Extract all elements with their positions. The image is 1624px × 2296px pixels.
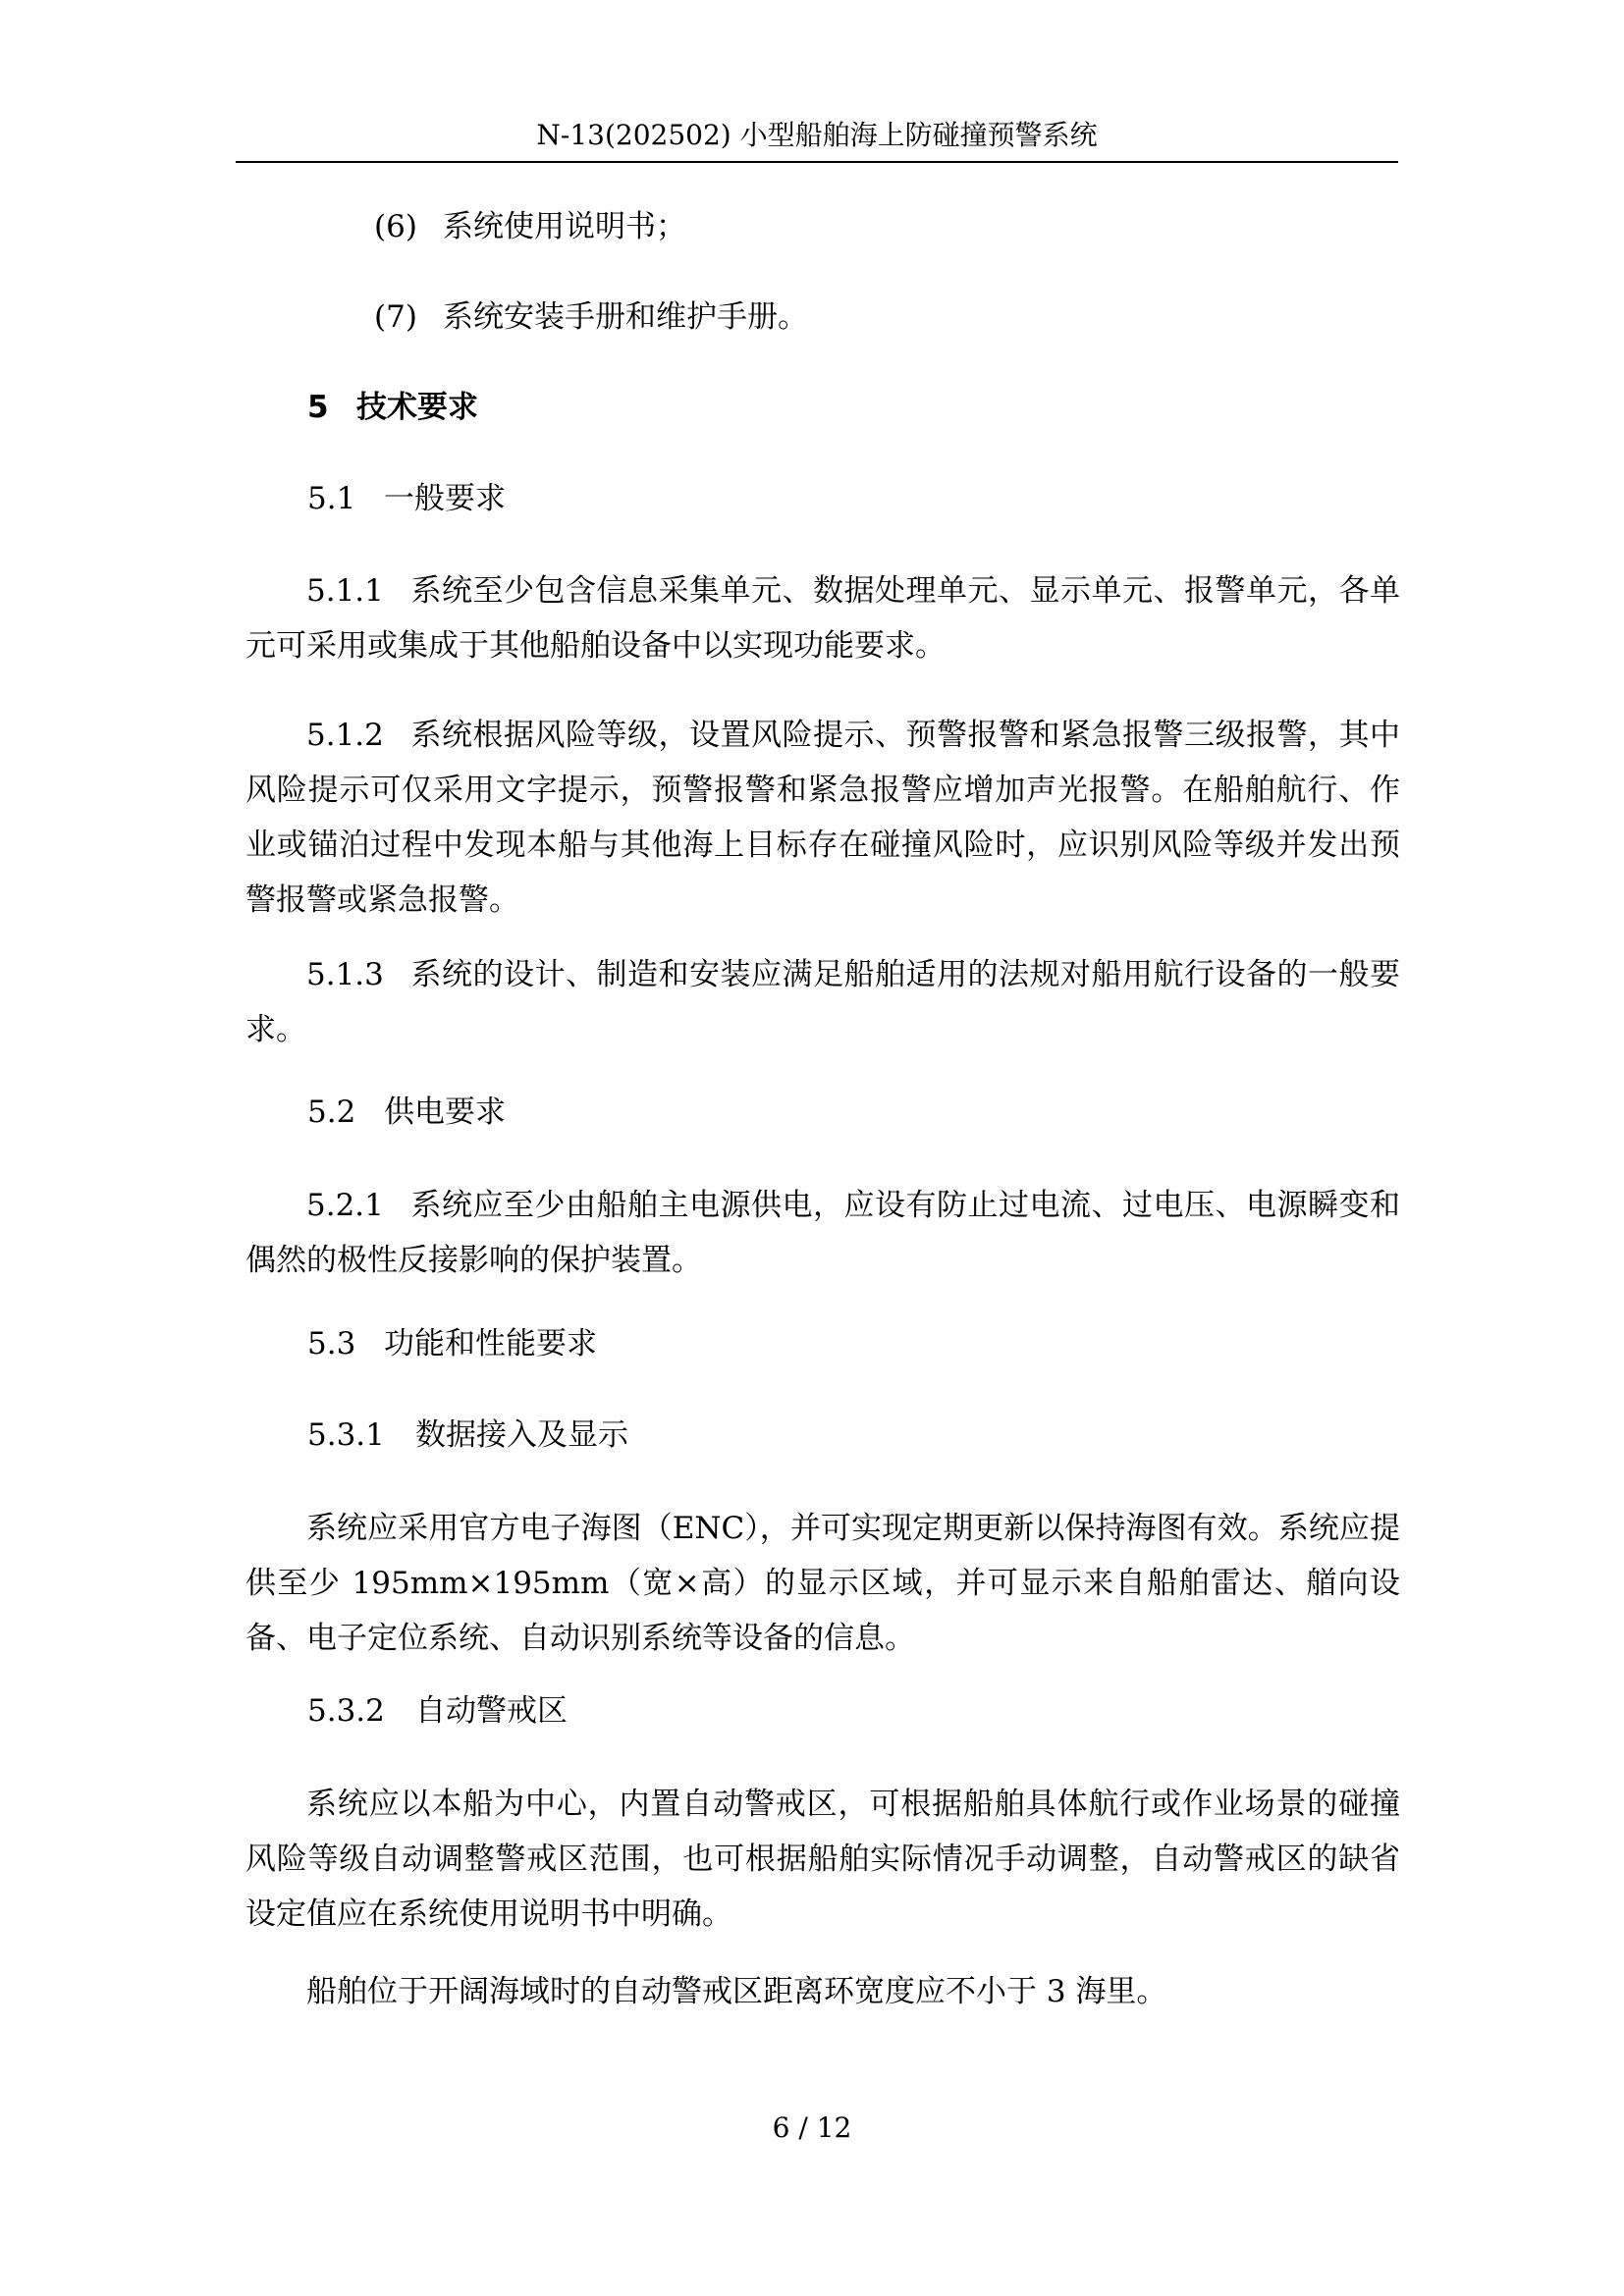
clause-number: 5.1.2 <box>306 718 384 753</box>
subsubsection-number: 5.3.1 <box>307 1417 385 1453</box>
list-item <box>374 293 808 342</box>
paragraph: 系统应采用官方电子海图（ENC），并可实现定期更新以保持海图有效。系统应提供至少 195mm×195mm（宽×高）的显示区域，并可显示来自船舶雷达、艏向设备、电子定位系统、自动识别系统等设备的信息。 <box>245 1511 1400 1656</box>
clause-number: 5.1.3 <box>306 957 384 992</box>
subsubsection-number: 5.3.2 <box>307 1693 385 1729</box>
subsection-number: 5.1 <box>307 481 356 516</box>
clause-text: 系统应至少由船舶主电源供电，应设有防止过电流、过电压、电源瞬变和偶然的极性反接影响的保护装置。 <box>245 1188 1400 1278</box>
section-heading <box>307 383 478 432</box>
list-item <box>374 202 686 251</box>
header-rule <box>236 161 1398 163</box>
clause-5-2-1 <box>245 1178 1400 1288</box>
clause-5-1-3 <box>245 947 1400 1057</box>
section-number: 5 <box>307 390 329 425</box>
list-item-text: 系统安装手册和维护手册。 <box>443 299 808 335</box>
page-header: N-13(202502) 小型船舶海上防碰撞预警系统 <box>536 119 1098 151</box>
subsubsection-heading <box>307 1411 628 1460</box>
subsection-number: 5.2 <box>307 1095 356 1130</box>
subsection-title: 供电要求 <box>384 1095 506 1130</box>
subsection-number: 5.3 <box>307 1326 356 1362</box>
clause-number: 5.1.1 <box>306 573 384 609</box>
subsection-title: 一般要求 <box>384 481 506 516</box>
clause-5-1-1 <box>245 563 1400 673</box>
subsubsection-title: 自动警戒区 <box>415 1693 568 1729</box>
list-item-num: (7) <box>374 299 417 335</box>
clause-text: 系统根据风险等级，设置风险提示、预警报警和紧急报警三级报警，其中风险提示可仅采用文字提示，预警报警和紧急报警应增加声光报警。在船舶航行、作业或锚泊过程中发现本船与其他海上目标存在碰撞风险时，应识别风险等级并发出预警报警或紧急报警。 <box>245 718 1400 918</box>
subsection-heading <box>307 1319 597 1368</box>
clause-number: 5.2.1 <box>306 1188 384 1223</box>
section-title: 技术要求 <box>356 390 478 425</box>
list-item-text: 系统使用说明书； <box>443 209 686 244</box>
clause-text: 系统至少包含信息采集单元、数据处理单元、显示单元、报警单元，各单元可采用或集成于其他船舶设备中以实现功能要求。 <box>245 573 1400 664</box>
page-number: 6 / 12 <box>772 2111 852 2144</box>
subsection-heading <box>307 474 506 523</box>
clause-5-1-2 <box>245 708 1400 928</box>
paragraph: 船舶位于开阔海域时的自动警戒区距离环宽度应不小于 3 海里。 <box>306 1974 1167 2009</box>
paragraph: 系统应以本船为中心，内置自动警戒区，可根据船舶具体航行或作业场景的碰撞风险等级自动调整警戒区范围，也可根据船舶实际情况手动调整，自动警戒区的缺省设定值应在系统使用说明书中明确。 <box>245 1787 1400 1932</box>
clause-text: 系统的设计、制造和安装应满足船舶适用的法规对船用航行设备的一般要求。 <box>245 957 1400 1047</box>
list-item-num: (6) <box>374 209 417 244</box>
subsubsection-title: 数据接入及显示 <box>415 1417 628 1453</box>
subsection-title: 功能和性能要求 <box>384 1326 597 1362</box>
subsection-heading <box>307 1088 506 1137</box>
subsubsection-heading <box>307 1686 568 1735</box>
